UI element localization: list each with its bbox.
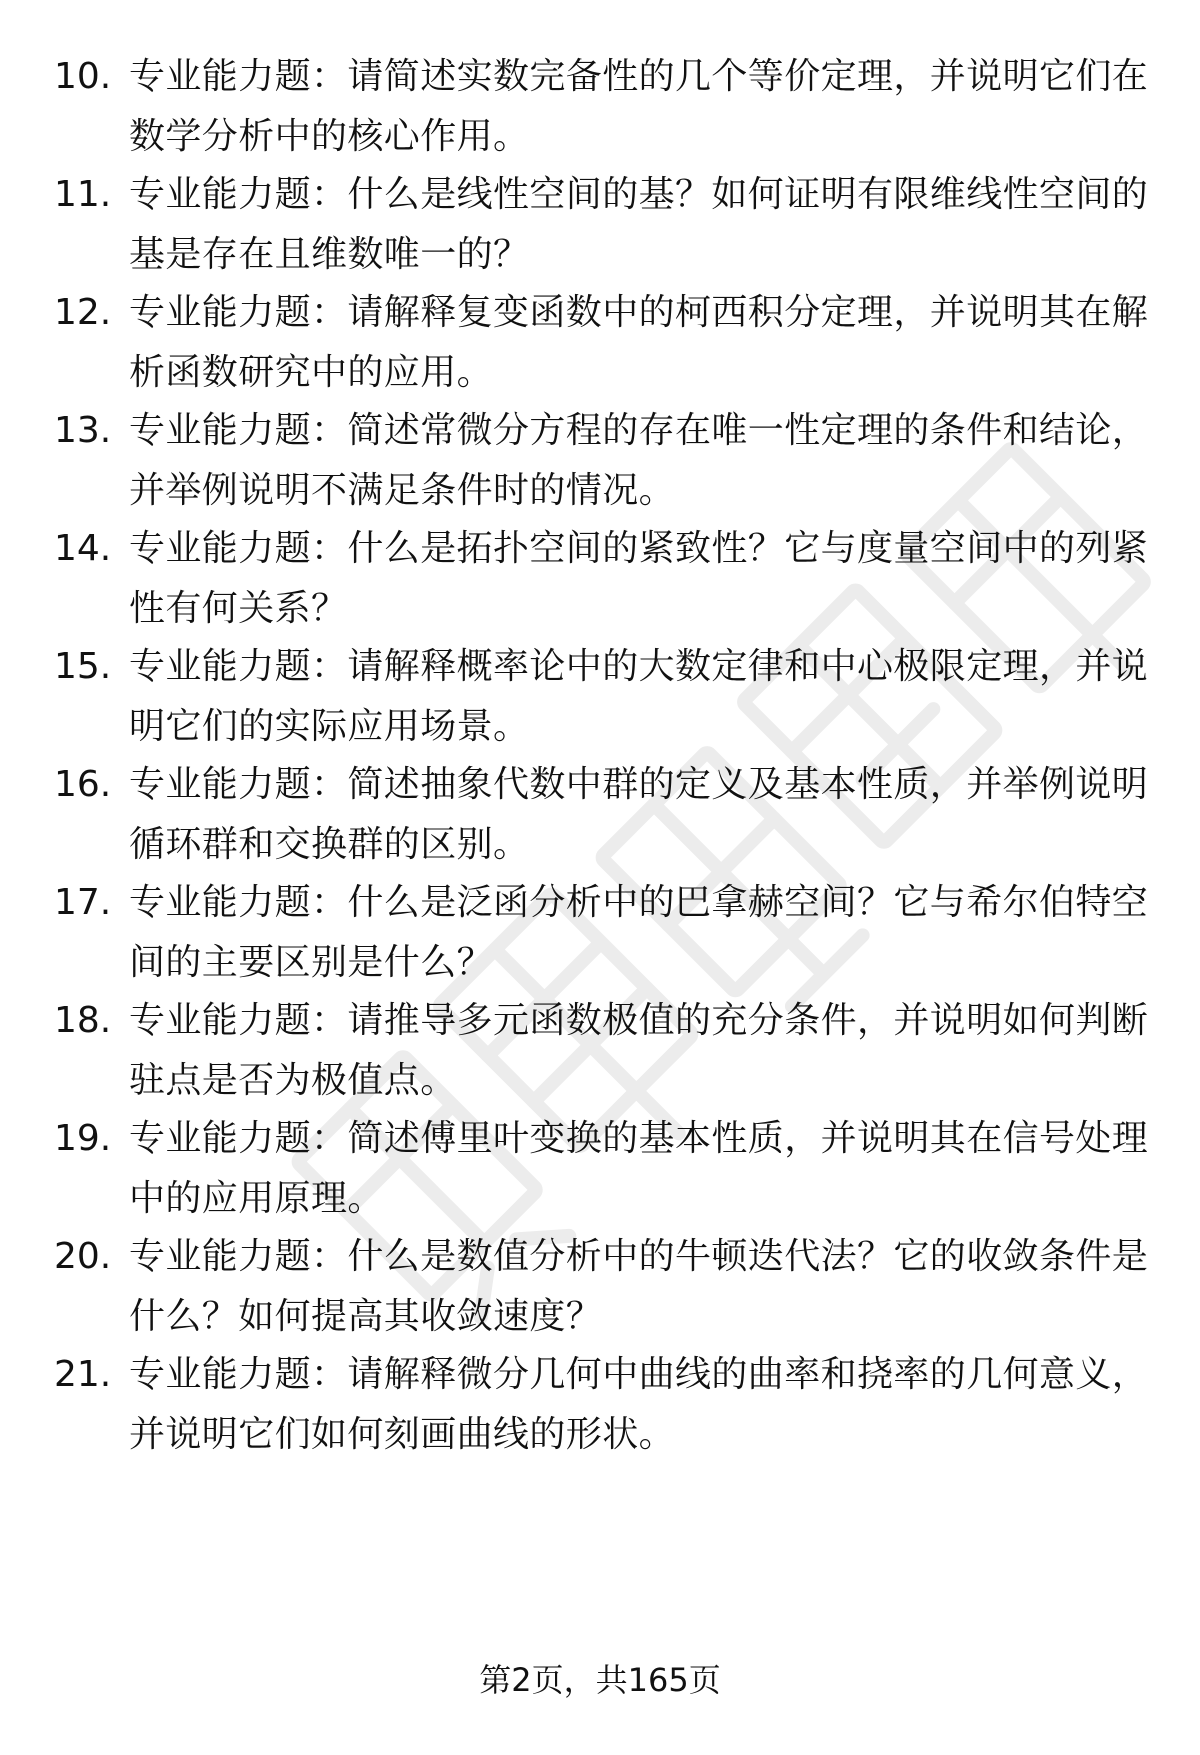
- question-number: 16.: [54, 764, 112, 805]
- question-number: 12.: [54, 292, 112, 333]
- question-text: 专业能力题：简述抽象代数中群的定义及基本性质，并举例说明循环群和交换群的区别。: [129, 764, 1149, 865]
- question-number: 10.: [54, 56, 112, 97]
- question-text: 专业能力题：请解释概率论中的大数定律和中心极限定理，并说明它们的实际应用场景。: [129, 646, 1149, 747]
- question-text: 专业能力题：简述常微分方程的存在唯一性定理的条件和结论，并举例说明不满足条件时的情况。: [129, 410, 1149, 511]
- question-text: 专业能力题：什么是拓扑空间的紧致性？它与度量空间中的列紧性有何关系？: [129, 528, 1149, 629]
- question-item-19: [54, 1109, 1164, 1229]
- question-number: 20.: [54, 1236, 112, 1277]
- question-number: 19.: [54, 1118, 112, 1159]
- question-item-15: [54, 637, 1164, 757]
- question-text: 专业能力题：请简述实数完备性的几个等价定理，并说明它们在数学分析中的核心作用。: [129, 56, 1149, 157]
- question-number: 18.: [54, 1000, 112, 1041]
- question-item-13: [54, 401, 1164, 521]
- question-text: 专业能力题：什么是泛函分析中的巴拿赫空间？它与希尔伯特空间的主要区别是什么？: [129, 882, 1149, 983]
- question-item-18: [54, 991, 1164, 1111]
- question-item-17: [54, 873, 1164, 993]
- question-item-21: [54, 1345, 1164, 1465]
- question-text: 专业能力题：什么是线性空间的基？如何证明有限维线性空间的基是存在且维数唯一的？: [129, 174, 1149, 275]
- question-text: 专业能力题：请解释复变函数中的柯西积分定理，并说明其在解析函数研究中的应用。: [129, 292, 1149, 393]
- question-number: 17.: [54, 882, 112, 923]
- question-text: 专业能力题：请解释微分几何中曲线的曲率和挠率的几何意义，并说明它们如何刻画曲线的形状。: [129, 1354, 1149, 1455]
- question-text: 专业能力题：简述傅里叶变换的基本性质，并说明其在信号处理中的应用原理。: [129, 1118, 1149, 1219]
- question-number: 15.: [54, 646, 112, 687]
- question-item-20: [54, 1227, 1164, 1347]
- question-item-11: [54, 165, 1164, 285]
- question-item-10: [54, 47, 1164, 167]
- question-item-14: [54, 519, 1164, 639]
- question-text: 专业能力题：什么是数值分析中的牛顿迭代法？它的收敛条件是什么？如何提高其收敛速度？: [129, 1236, 1149, 1337]
- question-item-12: [54, 283, 1164, 403]
- question-number: 11.: [54, 174, 112, 215]
- page-number-footer: 第2页，共165页: [479, 1661, 721, 1699]
- question-number: 14.: [54, 528, 112, 569]
- question-number: 21.: [54, 1354, 112, 1395]
- question-item-16: [54, 755, 1164, 875]
- question-number: 13.: [54, 410, 112, 451]
- question-text: 专业能力题：请推导多元函数极值的充分条件，并说明如何判断驻点是否为极值点。: [129, 1000, 1149, 1101]
